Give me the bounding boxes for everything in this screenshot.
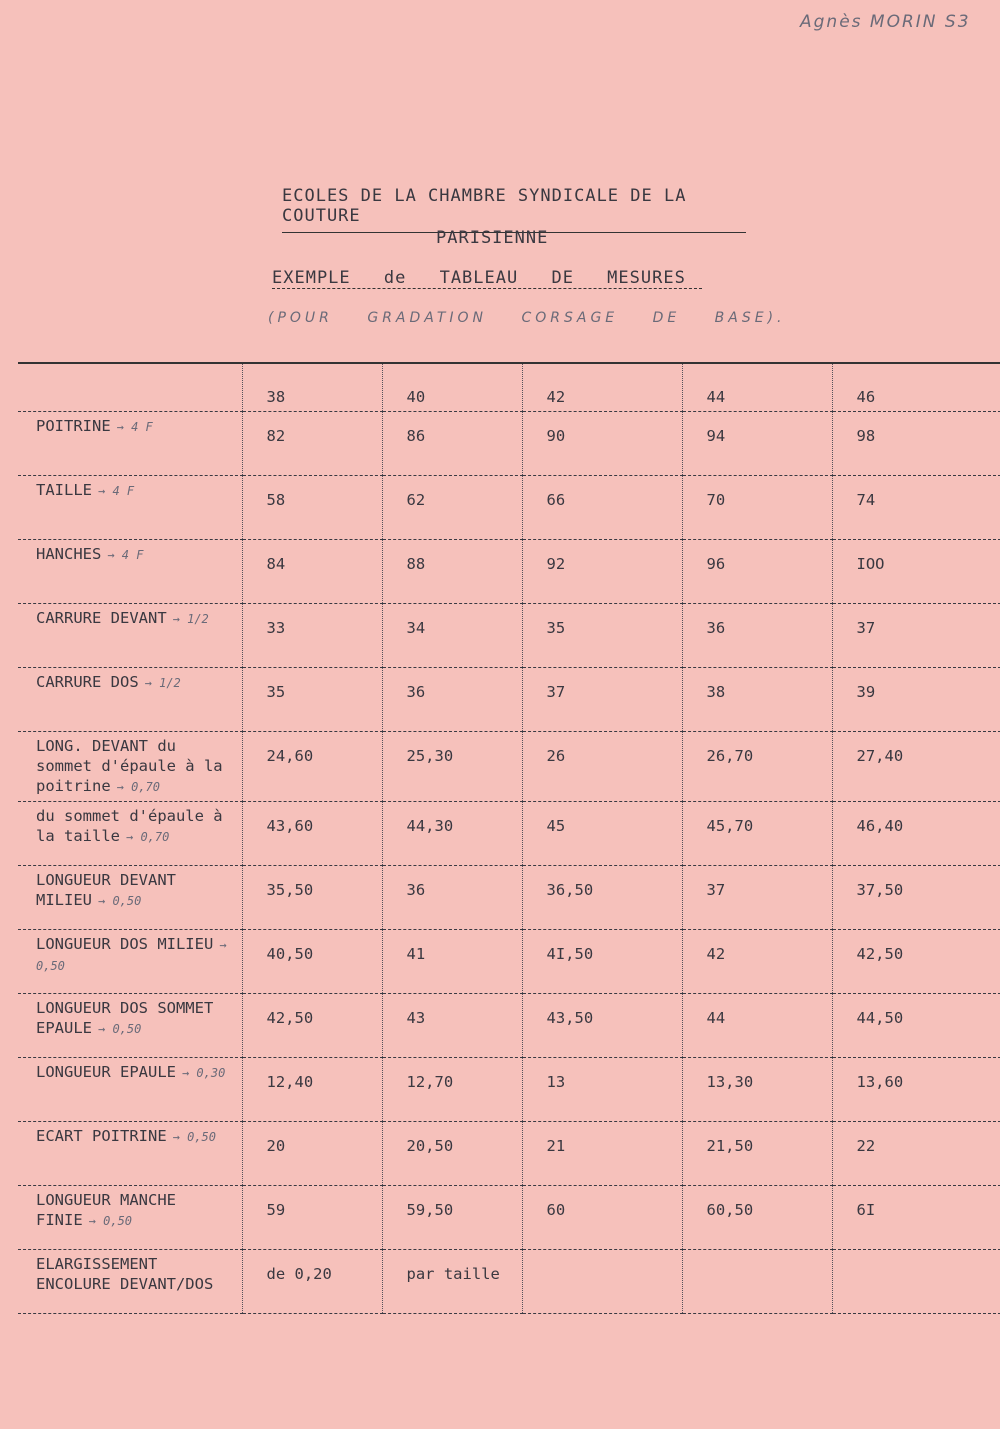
handwritten-increment-note: → 1/2 [172,611,209,626]
measurement-value: 59,50 [382,1185,522,1249]
measurement-value: 86 [382,411,522,475]
measurement-label [18,929,242,993]
measurement-value: 27,40 [832,731,1000,801]
empty-header-cell [18,363,242,411]
document-title-continued: PARISIENNE [436,228,549,248]
measurement-value: 60,50 [682,1185,832,1249]
size-header: 46 [832,363,1000,411]
measurement-value: 43,50 [522,993,682,1057]
size-header: 44 [682,363,832,411]
measurement-value: 37,50 [832,865,1000,929]
measurement-value: 36,50 [522,865,682,929]
measurement-value: 60 [522,1185,682,1249]
measurement-value: 13 [522,1057,682,1121]
measurement-label [18,865,242,929]
measurement-value: 84 [242,539,382,603]
measurement-row [18,801,1000,865]
measurement-value: 94 [682,411,832,475]
measurement-value: 42,50 [242,993,382,1057]
measurement-value: de 0,20 [242,1249,382,1313]
measurement-label [18,1057,242,1121]
measurement-value: 42,50 [832,929,1000,993]
measurement-value: 44,50 [832,993,1000,1057]
measurement-label [18,539,242,603]
measurement-label-text: LONGUEUR EPAULE [36,1062,176,1081]
handwritten-increment-note: → 0,50 [88,1213,133,1228]
measurement-value: 88 [382,539,522,603]
measurement-label-text: LONGUEUR DOS MILIEU [36,934,214,953]
measurement-row [18,1185,1000,1249]
measurement-label-text: LONGUEUR DOS SOMMET EPAULE [36,998,214,1037]
measurement-value: 58 [242,475,382,539]
measurement-value: 45 [522,801,682,865]
measurement-row [18,603,1000,667]
measurement-label [18,1185,242,1249]
size-header: 40 [382,363,522,411]
measurement-label [18,475,242,539]
measurement-value: 98 [832,411,1000,475]
measurement-value: 70 [682,475,832,539]
handwritten-increment-note: → 0,50 [98,893,142,908]
measurement-label-text: TAILLE [36,480,92,499]
measurement-value [682,1249,832,1313]
handwritten-increment-note: → 0,50 [98,1021,142,1036]
measurement-label-text: LONGUEUR DEVANT MILIEU [36,870,176,909]
measurement-label-text: ELARGISSEMENT ENCOLURE DEVANT/DOS [36,1254,214,1293]
measurement-row [18,993,1000,1057]
measurement-value: 26 [522,731,682,801]
document-subtitle: EXEMPLE de TABLEAU DE MESURES [272,268,702,289]
measurement-row [18,539,1000,603]
measurement-row [18,411,1000,475]
measurement-value: 40,50 [242,929,382,993]
measurement-value: 13,30 [682,1057,832,1121]
document-title: ECOLES DE LA CHAMBRE SYNDICALE DE LA COUTURE [282,186,746,233]
handwritten-increment-note: → 4 F [107,547,144,562]
measurement-row [18,1121,1000,1185]
measurement-value: 13,60 [832,1057,1000,1121]
author-handwritten-note: Agnès MORIN S3 [800,12,971,32]
measurement-value: 37 [522,667,682,731]
measurement-value: 24,60 [242,731,382,801]
measurement-label [18,801,242,865]
measurement-value: 38 [682,667,832,731]
measurement-label-text: CARRURE DEVANT [36,608,167,627]
measurement-value: 74 [832,475,1000,539]
measurement-value: 35 [242,667,382,731]
measurement-value: 41 [382,929,522,993]
measurement-label-text: LONGUEUR MANCHE FINIE [36,1190,176,1229]
measurement-value: 42 [682,929,832,993]
measurement-value: 36 [382,865,522,929]
measurement-value: 59 [242,1185,382,1249]
handwritten-increment-note: → 4 F [116,419,153,434]
measurement-label-text: POITRINE [36,416,111,435]
handwritten-increment-note: → 0,50 [172,1129,217,1144]
handwritten-increment-note: → 0,70 [116,779,161,794]
measurement-value: 44,30 [382,801,522,865]
measurement-label [18,731,242,801]
measurement-value: 33 [242,603,382,667]
measurement-label-text: du sommet d'épaule à la taille [36,806,223,845]
measurement-value: 34 [382,603,522,667]
measurement-value: 22 [832,1121,1000,1185]
measurement-value: 43,60 [242,801,382,865]
measurement-value [522,1249,682,1313]
measurement-value: 35,50 [242,865,382,929]
measurement-label [18,1121,242,1185]
measurement-value: 44 [682,993,832,1057]
size-header-row [18,363,1000,411]
measurement-value: 21 [522,1121,682,1185]
measurement-value: 46,40 [832,801,1000,865]
handwritten-subtitle: (POUR GRADATION CORSAGE DE BASE). [268,310,786,326]
measurement-value: 90 [522,411,682,475]
handwritten-increment-note: → 0,30 [181,1065,226,1080]
measurement-value: 26,70 [682,731,832,801]
measurement-label [18,667,242,731]
size-header: 38 [242,363,382,411]
measurement-row [18,731,1000,801]
measurement-value: 66 [522,475,682,539]
measurement-value: 92 [522,539,682,603]
measurement-value [832,1249,1000,1313]
measurement-label-text: HANCHES [36,544,102,563]
measurement-value: 25,30 [382,731,522,801]
measurement-value: 37 [832,603,1000,667]
measurement-value: 39 [832,667,1000,731]
measurement-row [18,1057,1000,1121]
measurement-label [18,993,242,1057]
measurements-table [18,362,1000,1314]
measurement-value: 36 [382,667,522,731]
measurement-value: 20 [242,1121,382,1185]
measurement-row [18,1249,1000,1313]
handwritten-increment-note: → 1/2 [144,675,181,690]
measurement-value: 62 [382,475,522,539]
measurement-label [18,1249,242,1313]
measurement-value: 36 [682,603,832,667]
handwritten-increment-note: → 0,50 [36,937,227,973]
measurement-label-text: LONG. DEVANT du sommet d'épaule à la poitrine [36,736,223,795]
measurement-value: 37 [682,865,832,929]
measurement-value: 45,70 [682,801,832,865]
handwritten-increment-note: → 0,70 [126,829,170,844]
measurement-value: 35 [522,603,682,667]
measurement-label-text: ECART POITRINE [36,1126,167,1145]
measurement-label [18,411,242,475]
measurement-value: 21,50 [682,1121,832,1185]
handwritten-increment-note: → 4 F [98,483,135,498]
measurement-label-text: CARRURE DOS [36,672,139,691]
measurement-value: 4I,50 [522,929,682,993]
measurement-value: IOO [832,539,1000,603]
measurement-value: 82 [242,411,382,475]
measurement-row [18,865,1000,929]
measurement-row [18,929,1000,993]
measurement-label [18,603,242,667]
measurement-value: 12,70 [382,1057,522,1121]
measurement-value: par taille [382,1249,522,1313]
measurement-row [18,667,1000,731]
measurement-value: 6I [832,1185,1000,1249]
size-header: 42 [522,363,682,411]
measurement-value: 43 [382,993,522,1057]
measurement-value: 20,50 [382,1121,522,1185]
measurement-value: 12,40 [242,1057,382,1121]
measurement-value: 96 [682,539,832,603]
measurement-row [18,475,1000,539]
